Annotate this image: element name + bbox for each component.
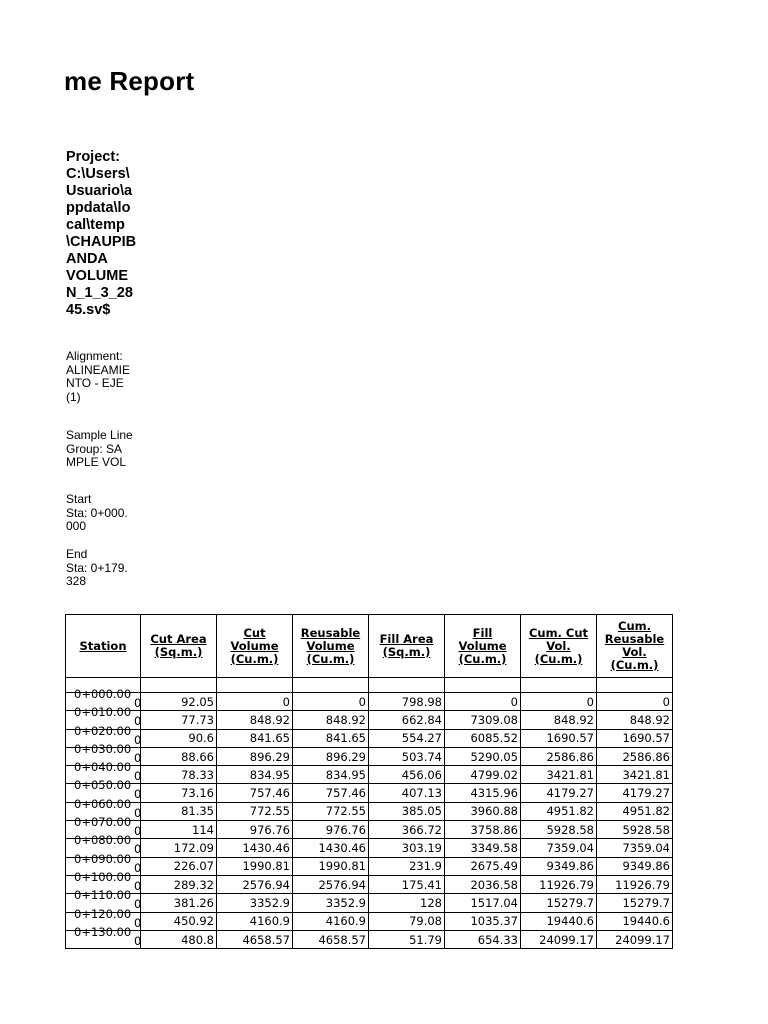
header-station: Station bbox=[66, 615, 141, 678]
station-value: 0+110.00 bbox=[74, 888, 132, 903]
cut-volume-cell: 1430.46 bbox=[217, 839, 293, 857]
cut-volume-cell: 4160.9 bbox=[217, 912, 293, 930]
table-row bbox=[66, 875, 673, 893]
cut-area-cell: 73.16 bbox=[141, 784, 217, 802]
station-value: 0+130.00 bbox=[74, 924, 132, 939]
fill-area-cell: 662.84 bbox=[369, 711, 445, 729]
cum-cut-vol-cell: 19440.6 bbox=[521, 912, 597, 930]
reusable-volume-cell: 757.46 bbox=[293, 784, 369, 802]
cum-cut-vol-cell: 3421.81 bbox=[521, 766, 597, 784]
fill-area-cell: 231.9 bbox=[369, 857, 445, 875]
fill-area-cell: 175.41 bbox=[369, 875, 445, 893]
cum-cut-vol-cell: 0 bbox=[521, 693, 597, 711]
cum-reusable-vol-cell: 24099.17 bbox=[597, 930, 673, 948]
station-value: 0+060.00 bbox=[74, 796, 132, 811]
end-station-info: End Sta: 0+179. 328 bbox=[66, 547, 128, 588]
cum-reusable-vol-cell: 15279.7 bbox=[597, 894, 673, 912]
cut-volume-cell: 757.46 bbox=[217, 784, 293, 802]
station-value: 0+080.00 bbox=[74, 833, 132, 848]
cut-volume-cell: 4658.57 bbox=[217, 930, 293, 948]
table-row bbox=[66, 839, 673, 857]
reusable-volume-cell: 1990.81 bbox=[293, 857, 369, 875]
cut-area-cell: 81.35 bbox=[141, 802, 217, 820]
reusable-volume-cell: 2576.94 bbox=[293, 875, 369, 893]
cum-cut-vol-cell: 1690.57 bbox=[521, 729, 597, 747]
station-value: 0+120.00 bbox=[74, 906, 132, 921]
reusable-volume-cell: 896.29 bbox=[293, 747, 369, 765]
cut-area-cell: 172.09 bbox=[141, 839, 217, 857]
table-row bbox=[66, 747, 673, 765]
fill-area-cell: 798.98 bbox=[369, 693, 445, 711]
station-value-overflow: 0 bbox=[134, 878, 142, 893]
cum-reusable-vol-cell: 1690.57 bbox=[597, 729, 673, 747]
station-value-overflow: 0 bbox=[134, 769, 142, 784]
project-path: Project: C:\Users\ Usuario\a ppdata\lo cal\temp \CHAUPIB ANDA VOLUME N_1_3_28 45.sv$ bbox=[66, 149, 137, 318]
fill-volume-cell: 0 bbox=[445, 693, 521, 711]
fill-area-cell: 503.74 bbox=[369, 747, 445, 765]
cum-reusable-vol-cell: 4179.27 bbox=[597, 784, 673, 802]
cum-reusable-vol-cell: 3421.81 bbox=[597, 766, 673, 784]
table-row bbox=[66, 930, 673, 948]
cum-cut-vol-cell: 7359.04 bbox=[521, 839, 597, 857]
station-value-overflow: 0 bbox=[134, 897, 142, 912]
table-row bbox=[66, 693, 673, 711]
fill-volume-cell: 1517.04 bbox=[445, 894, 521, 912]
cum-reusable-vol-cell: 848.92 bbox=[597, 711, 673, 729]
cut-area-cell: 92.05 bbox=[141, 693, 217, 711]
cum-reusable-vol-cell: 11926.79 bbox=[597, 875, 673, 893]
station-value: 0+040.00 bbox=[74, 760, 132, 775]
station-cell bbox=[66, 924, 142, 948]
fill-volume-cell: 1035.37 bbox=[445, 912, 521, 930]
cut-volume-cell: 772.55 bbox=[217, 802, 293, 820]
fill-volume-cell: 3758.86 bbox=[445, 821, 521, 839]
cum-cut-vol-cell: 848.92 bbox=[521, 711, 597, 729]
table-header-row bbox=[66, 615, 673, 678]
station-value-overflow: 0 bbox=[134, 750, 142, 765]
reusable-volume-cell: 1430.46 bbox=[293, 839, 369, 857]
reusable-volume-cell: 834.95 bbox=[293, 766, 369, 784]
cut-volume-cell: 834.95 bbox=[217, 766, 293, 784]
alignment-info: Alignment: ALINEAMIE NTO - EJE (1) bbox=[66, 349, 131, 404]
cum-cut-vol-cell: 11926.79 bbox=[521, 875, 597, 893]
cut-area-cell: 381.26 bbox=[141, 894, 217, 912]
start-station-info: Start Sta: 0+000. 000 bbox=[66, 492, 128, 533]
table-row bbox=[66, 821, 673, 839]
cut-volume-cell: 1990.81 bbox=[217, 857, 293, 875]
volume-table bbox=[65, 614, 673, 949]
fill-volume-cell: 7309.08 bbox=[445, 711, 521, 729]
cum-reusable-vol-cell: 7359.04 bbox=[597, 839, 673, 857]
table-row bbox=[66, 802, 673, 820]
fill-volume-cell: 2675.49 bbox=[445, 857, 521, 875]
cum-cut-vol-cell: 4179.27 bbox=[521, 784, 597, 802]
station-value: 0+000.00 bbox=[74, 687, 132, 701]
station-value-overflow: 0 bbox=[134, 714, 142, 729]
station-value-overflow: 0 bbox=[134, 842, 142, 857]
cut-area-cell: 77.73 bbox=[141, 711, 217, 729]
station-value-overflow: 0 bbox=[134, 696, 142, 710]
header-cut-volume: Cut Volume (Cu.m.) bbox=[217, 615, 293, 678]
station-value: 0+020.00 bbox=[74, 723, 132, 738]
reusable-volume-cell: 3352.9 bbox=[293, 894, 369, 912]
reusable-volume-cell: 841.65 bbox=[293, 729, 369, 747]
fill-area-cell: 554.27 bbox=[369, 729, 445, 747]
station-value: 0+050.00 bbox=[74, 778, 132, 793]
fill-area-cell: 407.13 bbox=[369, 784, 445, 802]
cum-reusable-vol-cell: 5928.58 bbox=[597, 821, 673, 839]
table-row bbox=[66, 784, 673, 802]
station-value-overflow: 0 bbox=[134, 860, 142, 875]
station-value-overflow: 0 bbox=[134, 805, 142, 820]
cut-area-cell: 450.92 bbox=[141, 912, 217, 930]
cum-reusable-vol-cell: 19440.6 bbox=[597, 912, 673, 930]
reusable-volume-cell: 772.55 bbox=[293, 802, 369, 820]
cum-cut-vol-cell: 24099.17 bbox=[521, 930, 597, 948]
cut-area-cell: 78.33 bbox=[141, 766, 217, 784]
cum-cut-vol-cell: 4951.82 bbox=[521, 802, 597, 820]
station-value: 0+090.00 bbox=[74, 851, 132, 866]
table-row bbox=[66, 711, 673, 729]
cut-area-cell: 88.66 bbox=[141, 747, 217, 765]
header-cut-area: Cut Area (Sq.m.) bbox=[141, 615, 217, 678]
station-value: 0+100.00 bbox=[74, 869, 132, 884]
fill-volume-cell: 2036.58 bbox=[445, 875, 521, 893]
station-value: 0+030.00 bbox=[74, 741, 132, 756]
cut-area-cell: 480.8 bbox=[141, 930, 217, 948]
fill-volume-cell: 6085.52 bbox=[445, 729, 521, 747]
station-value-overflow: 0 bbox=[134, 787, 142, 802]
cut-volume-cell: 2576.94 bbox=[217, 875, 293, 893]
cut-volume-cell: 0 bbox=[217, 693, 293, 711]
station-value: 0+070.00 bbox=[74, 815, 132, 830]
fill-area-cell: 366.72 bbox=[369, 821, 445, 839]
cut-area-cell: 114 bbox=[141, 821, 217, 839]
fill-volume-cell: 4799.02 bbox=[445, 766, 521, 784]
station-value: 0+010.00 bbox=[74, 705, 132, 720]
cut-area-cell: 226.07 bbox=[141, 857, 217, 875]
fill-area-cell: 79.08 bbox=[369, 912, 445, 930]
table-row bbox=[66, 857, 673, 875]
fill-volume-cell: 3960.88 bbox=[445, 802, 521, 820]
cut-area-cell: 90.6 bbox=[141, 729, 217, 747]
cut-volume-cell: 896.29 bbox=[217, 747, 293, 765]
cut-volume-cell: 841.65 bbox=[217, 729, 293, 747]
sample-line-group-info: Sample Line Group: SA MPLE VOL bbox=[66, 428, 133, 469]
station-value-overflow: 0 bbox=[134, 933, 142, 948]
cut-area-cell: 289.32 bbox=[141, 875, 217, 893]
fill-area-cell: 128 bbox=[369, 894, 445, 912]
table-row bbox=[66, 912, 673, 930]
header-cum-cut-vol: Cum. Cut Vol. (Cu.m.) bbox=[521, 615, 597, 678]
table-spacer-row bbox=[66, 678, 673, 693]
fill-area-cell: 51.79 bbox=[369, 930, 445, 948]
fill-area-cell: 456.06 bbox=[369, 766, 445, 784]
fill-volume-cell: 3349.58 bbox=[445, 839, 521, 857]
reusable-volume-cell: 0 bbox=[293, 693, 369, 711]
station-value-overflow: 0 bbox=[134, 915, 142, 930]
header-cum-reusable-vol: Cum. Reusable Vol. (Cu.m.) bbox=[597, 615, 673, 678]
header-fill-area: Fill Area (Sq.m.) bbox=[369, 615, 445, 678]
fill-volume-cell: 654.33 bbox=[445, 930, 521, 948]
station-value-overflow: 0 bbox=[134, 732, 142, 747]
report-title: me Report bbox=[64, 66, 195, 96]
reusable-volume-cell: 4160.9 bbox=[293, 912, 369, 930]
cum-reusable-vol-cell: 4951.82 bbox=[597, 802, 673, 820]
cum-cut-vol-cell: 15279.7 bbox=[521, 894, 597, 912]
cut-volume-cell: 848.92 bbox=[217, 711, 293, 729]
cum-cut-vol-cell: 2586.86 bbox=[521, 747, 597, 765]
reusable-volume-cell: 4658.57 bbox=[293, 930, 369, 948]
cut-volume-cell: 976.76 bbox=[217, 821, 293, 839]
reusable-volume-cell: 976.76 bbox=[293, 821, 369, 839]
fill-volume-cell: 5290.05 bbox=[445, 747, 521, 765]
table-row bbox=[66, 894, 673, 912]
reusable-volume-cell: 848.92 bbox=[293, 711, 369, 729]
cum-reusable-vol-cell: 2586.86 bbox=[597, 747, 673, 765]
cum-cut-vol-cell: 9349.86 bbox=[521, 857, 597, 875]
table-row bbox=[66, 729, 673, 747]
cut-volume-cell: 3352.9 bbox=[217, 894, 293, 912]
cum-reusable-vol-cell: 0 bbox=[597, 693, 673, 711]
fill-area-cell: 385.05 bbox=[369, 802, 445, 820]
cum-reusable-vol-cell: 9349.86 bbox=[597, 857, 673, 875]
header-fill-volume: Fill Volume (Cu.m.) bbox=[445, 615, 521, 678]
table-row bbox=[66, 766, 673, 784]
station-value-overflow: 0 bbox=[134, 824, 142, 839]
fill-volume-cell: 4315.96 bbox=[445, 784, 521, 802]
header-reusable-volume: Reusable Volume (Cu.m.) bbox=[293, 615, 369, 678]
cum-cut-vol-cell: 5928.58 bbox=[521, 821, 597, 839]
fill-area-cell: 303.19 bbox=[369, 839, 445, 857]
